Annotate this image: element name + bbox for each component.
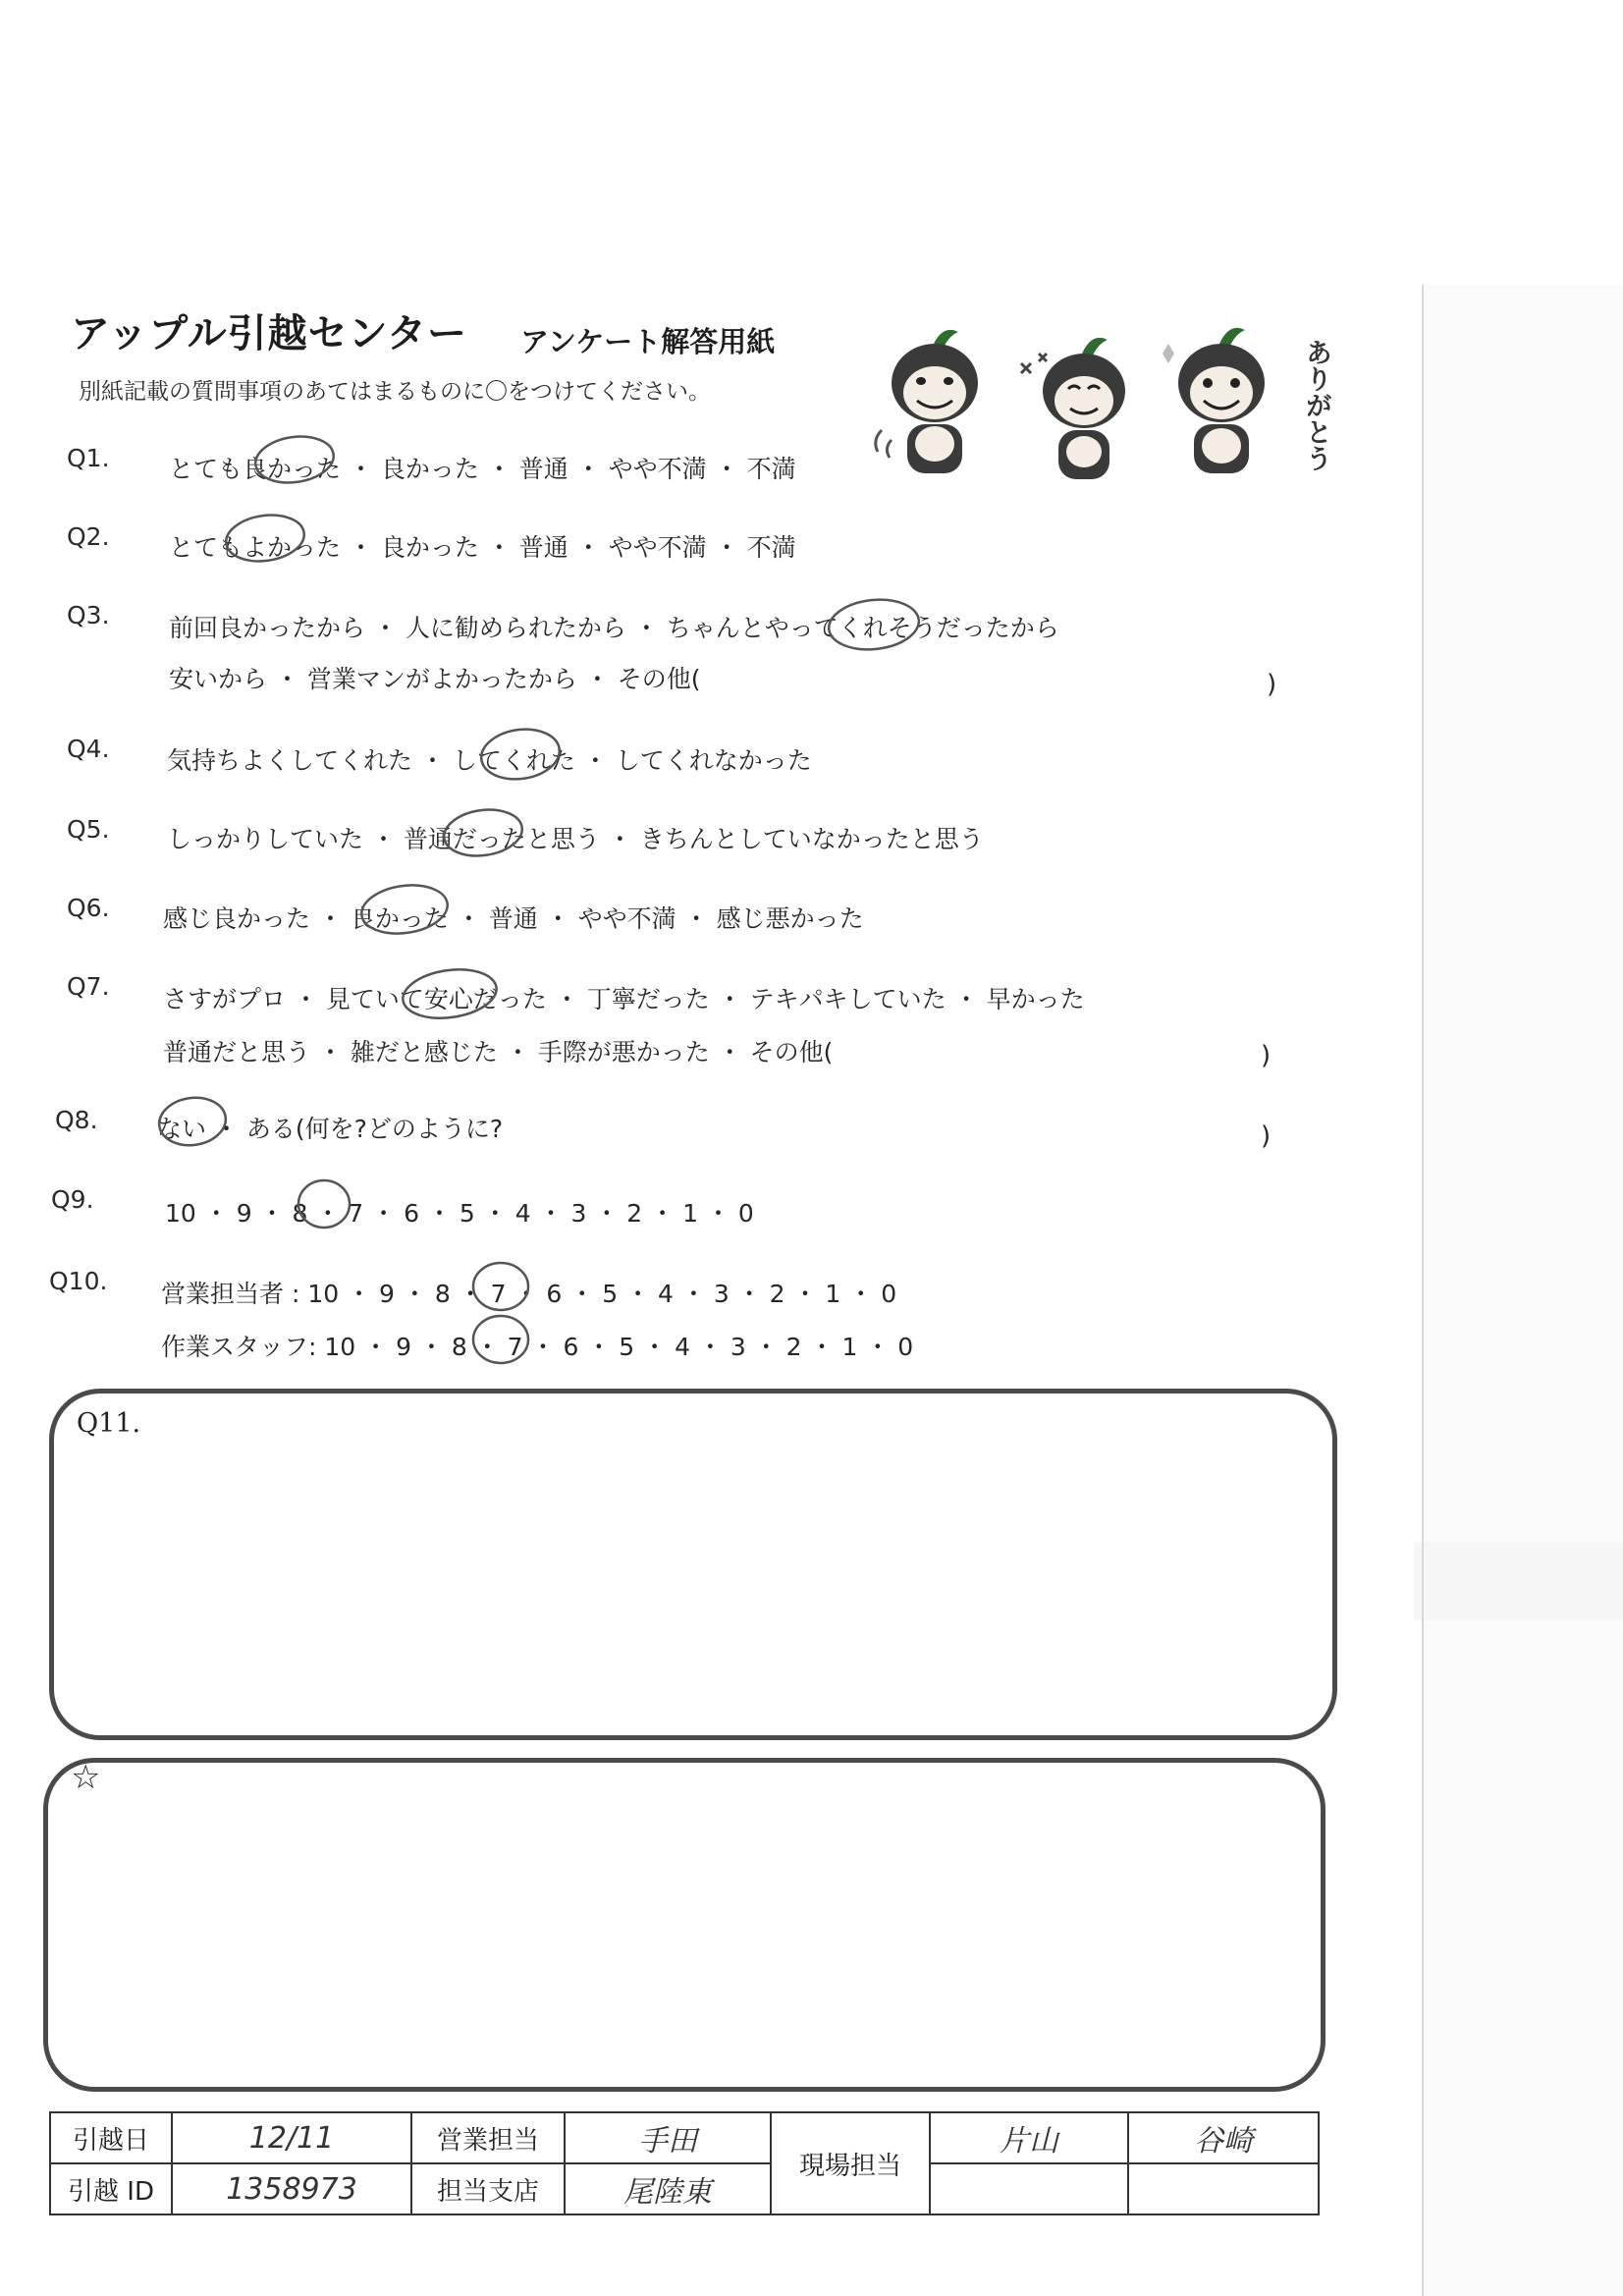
form-instruction: 別紙記載の質問事項のあてはまるものに〇をつけてください。 <box>79 379 711 405</box>
q5-label: Q5. <box>67 815 110 844</box>
q6-label: Q6. <box>67 894 110 922</box>
q7-close-paren: ) <box>1261 1041 1271 1070</box>
sales-rep-handwritten: 手田 <box>638 2124 697 2159</box>
q5-options[interactable]: しっかりしていた ・ 普通だったと思う ・ きちんとしていなかったと思う <box>167 825 984 853</box>
q10-staff-scale[interactable]: 作業スタッフ: 10 ・ 9 ・ 8 ・ 7 ・ 6 ・ 5 ・ 4 ・ 3 ・ 2 ・ 1 ・ 0 <box>161 1333 914 1361</box>
site-staff-value-2 <box>1127 2111 1320 2164</box>
q7-label: Q7. <box>67 972 110 1001</box>
site-staff-label: 現場担当 <box>770 2111 931 2215</box>
q4-label: Q4. <box>67 735 110 763</box>
q10-sales-scale[interactable]: 営業担当者 : 10 ・ 9 ・ 8 ・ 7 ・ 6 ・ 5 ・ 4 ・ 3 ・ 2 ・ 1 ・ 0 <box>161 1280 897 1308</box>
star-label: ☆ <box>71 1758 101 1797</box>
monkey-mascot-icon <box>1163 328 1265 473</box>
site-staff-empty-1 <box>929 2162 1129 2215</box>
q4-options[interactable]: 気持ちよくしてくれた ・ してくれた ・ してくれなかった <box>167 746 812 775</box>
q3-options-line-1[interactable]: 前回良かったから ・ 人に勧められたから ・ ちゃんとやってくれそうだったから <box>169 614 1059 642</box>
q10-label: Q10. <box>49 1267 108 1295</box>
sales-rep-value <box>564 2111 772 2164</box>
site-staff-empty-2 <box>1127 2162 1320 2215</box>
q1-options[interactable]: とても良かった ・ 良かった ・ 普通 ・ やや不満 ・ 不満 <box>169 455 796 483</box>
monkey-mascot-icon <box>1021 338 1125 479</box>
monkey-mascot-icon <box>876 330 978 473</box>
star-comment-box[interactable] <box>43 1758 1325 2092</box>
q7-options-line-1[interactable]: さすがプロ ・ 見ていて安心だった ・ 丁寧だった ・ テキパキしていた ・ 早かった <box>163 985 1085 1013</box>
branch-label: 担当支店 <box>410 2162 566 2215</box>
site-staff-2-handwritten: 谷崎 <box>1194 2124 1253 2159</box>
move-date-label: 引越日 <box>49 2111 173 2164</box>
q6-options[interactable]: 感じ良かった ・ 良かった ・ 普通 ・ やや不満 ・ 感じ悪かった <box>163 904 864 933</box>
form-subtitle: アンケート解答用紙 <box>520 325 776 358</box>
branch-handwritten: 尾陸東 <box>623 2175 712 2210</box>
scan-edge-shade-lower <box>1414 1542 1623 1620</box>
site-staff-value-1 <box>929 2111 1129 2164</box>
q3-label: Q3. <box>67 601 110 629</box>
mascot-caption: ありがとう <box>1301 339 1331 471</box>
move-date-value <box>171 2111 412 2164</box>
monkey-mascots-illustration <box>874 314 1325 501</box>
branch-value <box>564 2162 772 2215</box>
site-staff-1-handwritten: 片山 <box>1000 2124 1058 2159</box>
q3-close-paren: ) <box>1267 670 1277 699</box>
move-id-label: 引越 ID <box>49 2162 173 2215</box>
q8-close-paren: ) <box>1261 1121 1271 1151</box>
q2-options[interactable]: とてもよかった ・ 良かった ・ 普通 ・ やや不満 ・ 不満 <box>169 533 796 562</box>
sales-rep-label: 営業担当 <box>410 2111 566 2164</box>
q1-label: Q1. <box>67 444 110 472</box>
scan-edge-line <box>1422 285 1424 2296</box>
move-id-handwritten: 1358973 <box>226 2171 357 2207</box>
form-title: アップル引越センター <box>71 311 467 356</box>
scan-edge-shade <box>1424 285 1623 2296</box>
move-id-value <box>171 2162 412 2215</box>
q3-options-line-2[interactable]: 安いから ・ 営業マンがよかったから ・ その他( <box>169 665 701 693</box>
q2-label: Q2. <box>67 522 110 551</box>
q9-label: Q9. <box>51 1185 94 1214</box>
q7-options-line-2[interactable]: 普通だと思う ・ 雑だと感じた ・ 手際が悪かった ・ その他( <box>163 1038 834 1066</box>
q8-label: Q8. <box>55 1106 98 1134</box>
q11-label: Q11. <box>77 1408 141 1439</box>
q11-comment-box[interactable] <box>49 1389 1337 1740</box>
move-date-handwritten: 12/11 <box>248 2120 335 2156</box>
q8-options[interactable]: ない ・ ある(何を?どのように? <box>157 1115 504 1143</box>
q9-scale[interactable]: 10 ・ 9 ・ 8 ・ 7 ・ 6 ・ 5 ・ 4 ・ 3 ・ 2 ・ 1 ・ 0 <box>165 1199 754 1228</box>
